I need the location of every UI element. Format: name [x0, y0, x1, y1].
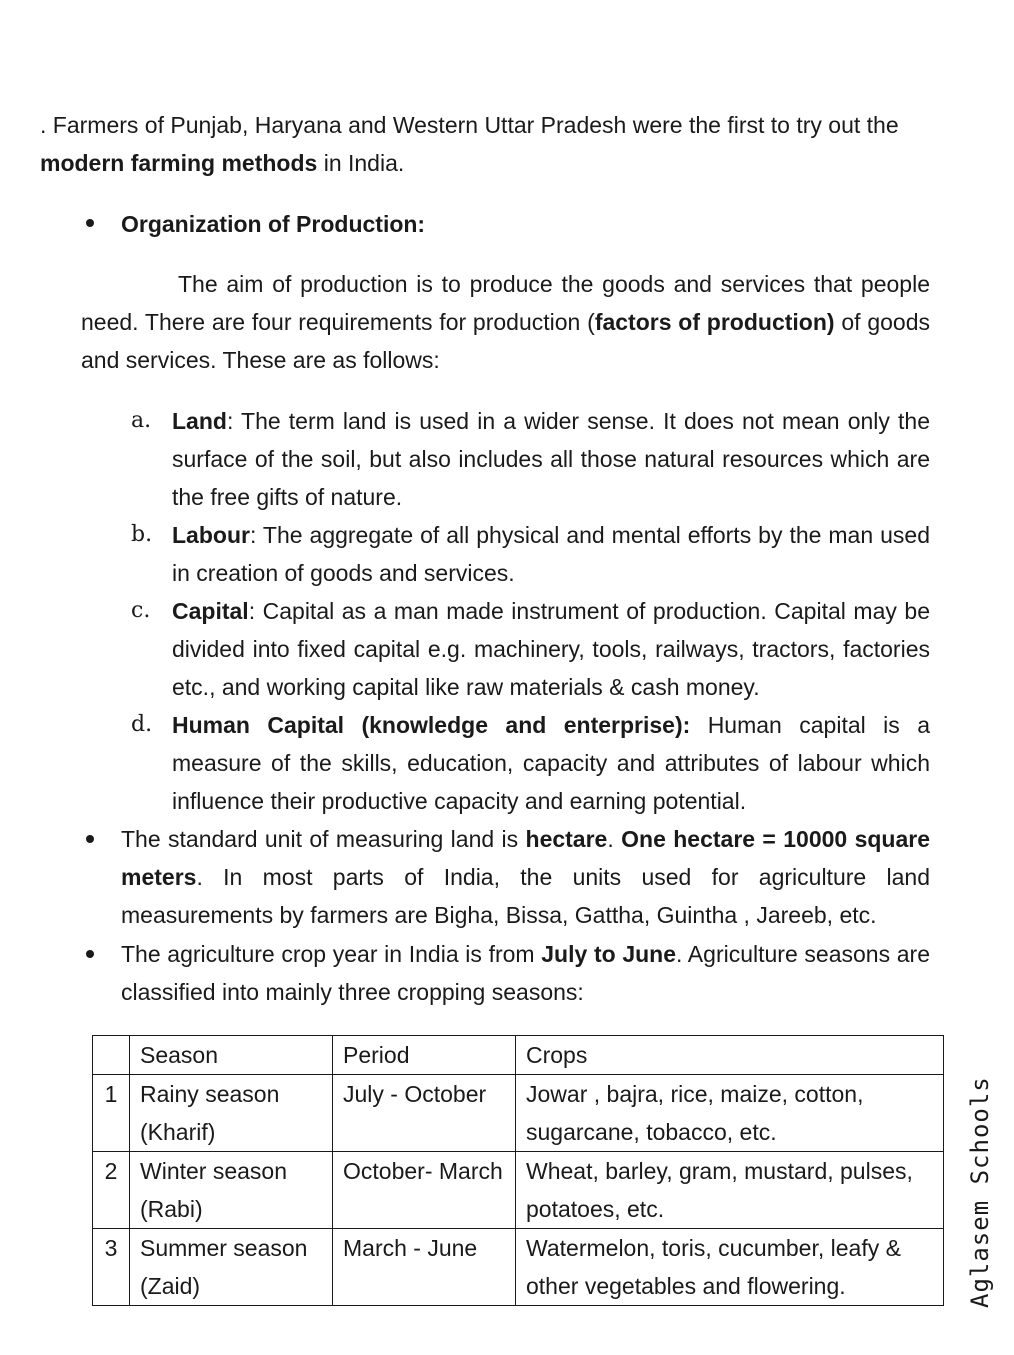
factor-land: Land: The term land is used in a wider sense. It does not mean only the surface of the soil, but also includes all those natural resources which are the free gifts of nature. — [172, 408, 930, 510]
table-cell: Summer season (Zaid) — [130, 1229, 333, 1306]
table-cell: Watermelon, toris, cucumber, leafy & other vegetables and flowering. — [516, 1229, 944, 1306]
bullet-icon — [86, 835, 94, 843]
list-marker: d. — [131, 712, 153, 737]
factor-human-capital: Human Capital (knowledge and enterprise): Human capital is a measure of the skills, education, capacity and attributes of labour which influence their productive capacity and earning potential. — [172, 712, 930, 814]
factor-labour: Labour: The aggregate of all physical and mental efforts by the man used in creation of goods and services. — [172, 522, 930, 586]
table-cell: 1 — [93, 1075, 130, 1152]
crop-year-paragraph: The agriculture crop year in India is from July to June. Agriculture seasons are classified into mainly three cropping seasons: — [121, 941, 930, 1005]
hectare-paragraph: The standard unit of measuring land is hectare. One hectare = 10000 square meters. In most parts of India, the units used for agriculture land measurements by farmers are Bigha, Bissa, Gattha, Guintha , Jareeb, etc. — [121, 826, 930, 928]
table-cell: March - June — [333, 1229, 516, 1306]
table-cell: 2 — [93, 1152, 130, 1229]
table-header-cell — [93, 1036, 130, 1075]
section-heading: Organization of Production: — [121, 211, 426, 237]
list-marker: a. — [131, 408, 152, 433]
table-header-row — [93, 1036, 944, 1075]
factor-capital: Capital: Capital as a man made instrument of production. Capital may be divided into fixed capital e.g. machinery, tools, railways, tractors, factories etc., and working capital like raw materials & cash money. — [172, 598, 930, 700]
table-cell: 3 — [93, 1229, 130, 1306]
table-header-cell: Season — [130, 1036, 333, 1075]
table-row — [93, 1152, 944, 1229]
table-cell: July - October — [333, 1075, 516, 1152]
watermark-text: Aglasem Schools — [966, 1076, 994, 1308]
list-marker: b. — [131, 522, 153, 547]
table-cell: Wheat, barley, gram, mustard, pulses, potatoes, etc. — [516, 1152, 944, 1229]
bullet-icon — [86, 950, 94, 958]
table-header-cell: Period — [333, 1036, 516, 1075]
seasons-table — [92, 1035, 944, 1306]
table-row — [93, 1075, 944, 1152]
aim-paragraph: The aim of production is to produce the goods and services that people need. There are four requirements for production (factors of production) of goods and services. These are as follows: — [81, 271, 931, 373]
table-header-cell: Crops — [516, 1036, 944, 1075]
table-cell: Winter season (Rabi) — [130, 1152, 333, 1229]
table-cell: October- March — [333, 1152, 516, 1229]
list-marker: c. — [131, 598, 151, 623]
intro-paragraph: . Farmers of Punjab, Haryana and Western Uttar Pradesh were the first to try out the modern farming methods in India. — [40, 112, 899, 176]
table-cell: Jowar , bajra, rice, maize, cotton, sugarcane, tobacco, etc. — [516, 1075, 944, 1152]
table-row — [93, 1229, 944, 1306]
table-cell: Rainy season (Kharif) — [130, 1075, 333, 1152]
bullet-icon — [86, 219, 94, 227]
